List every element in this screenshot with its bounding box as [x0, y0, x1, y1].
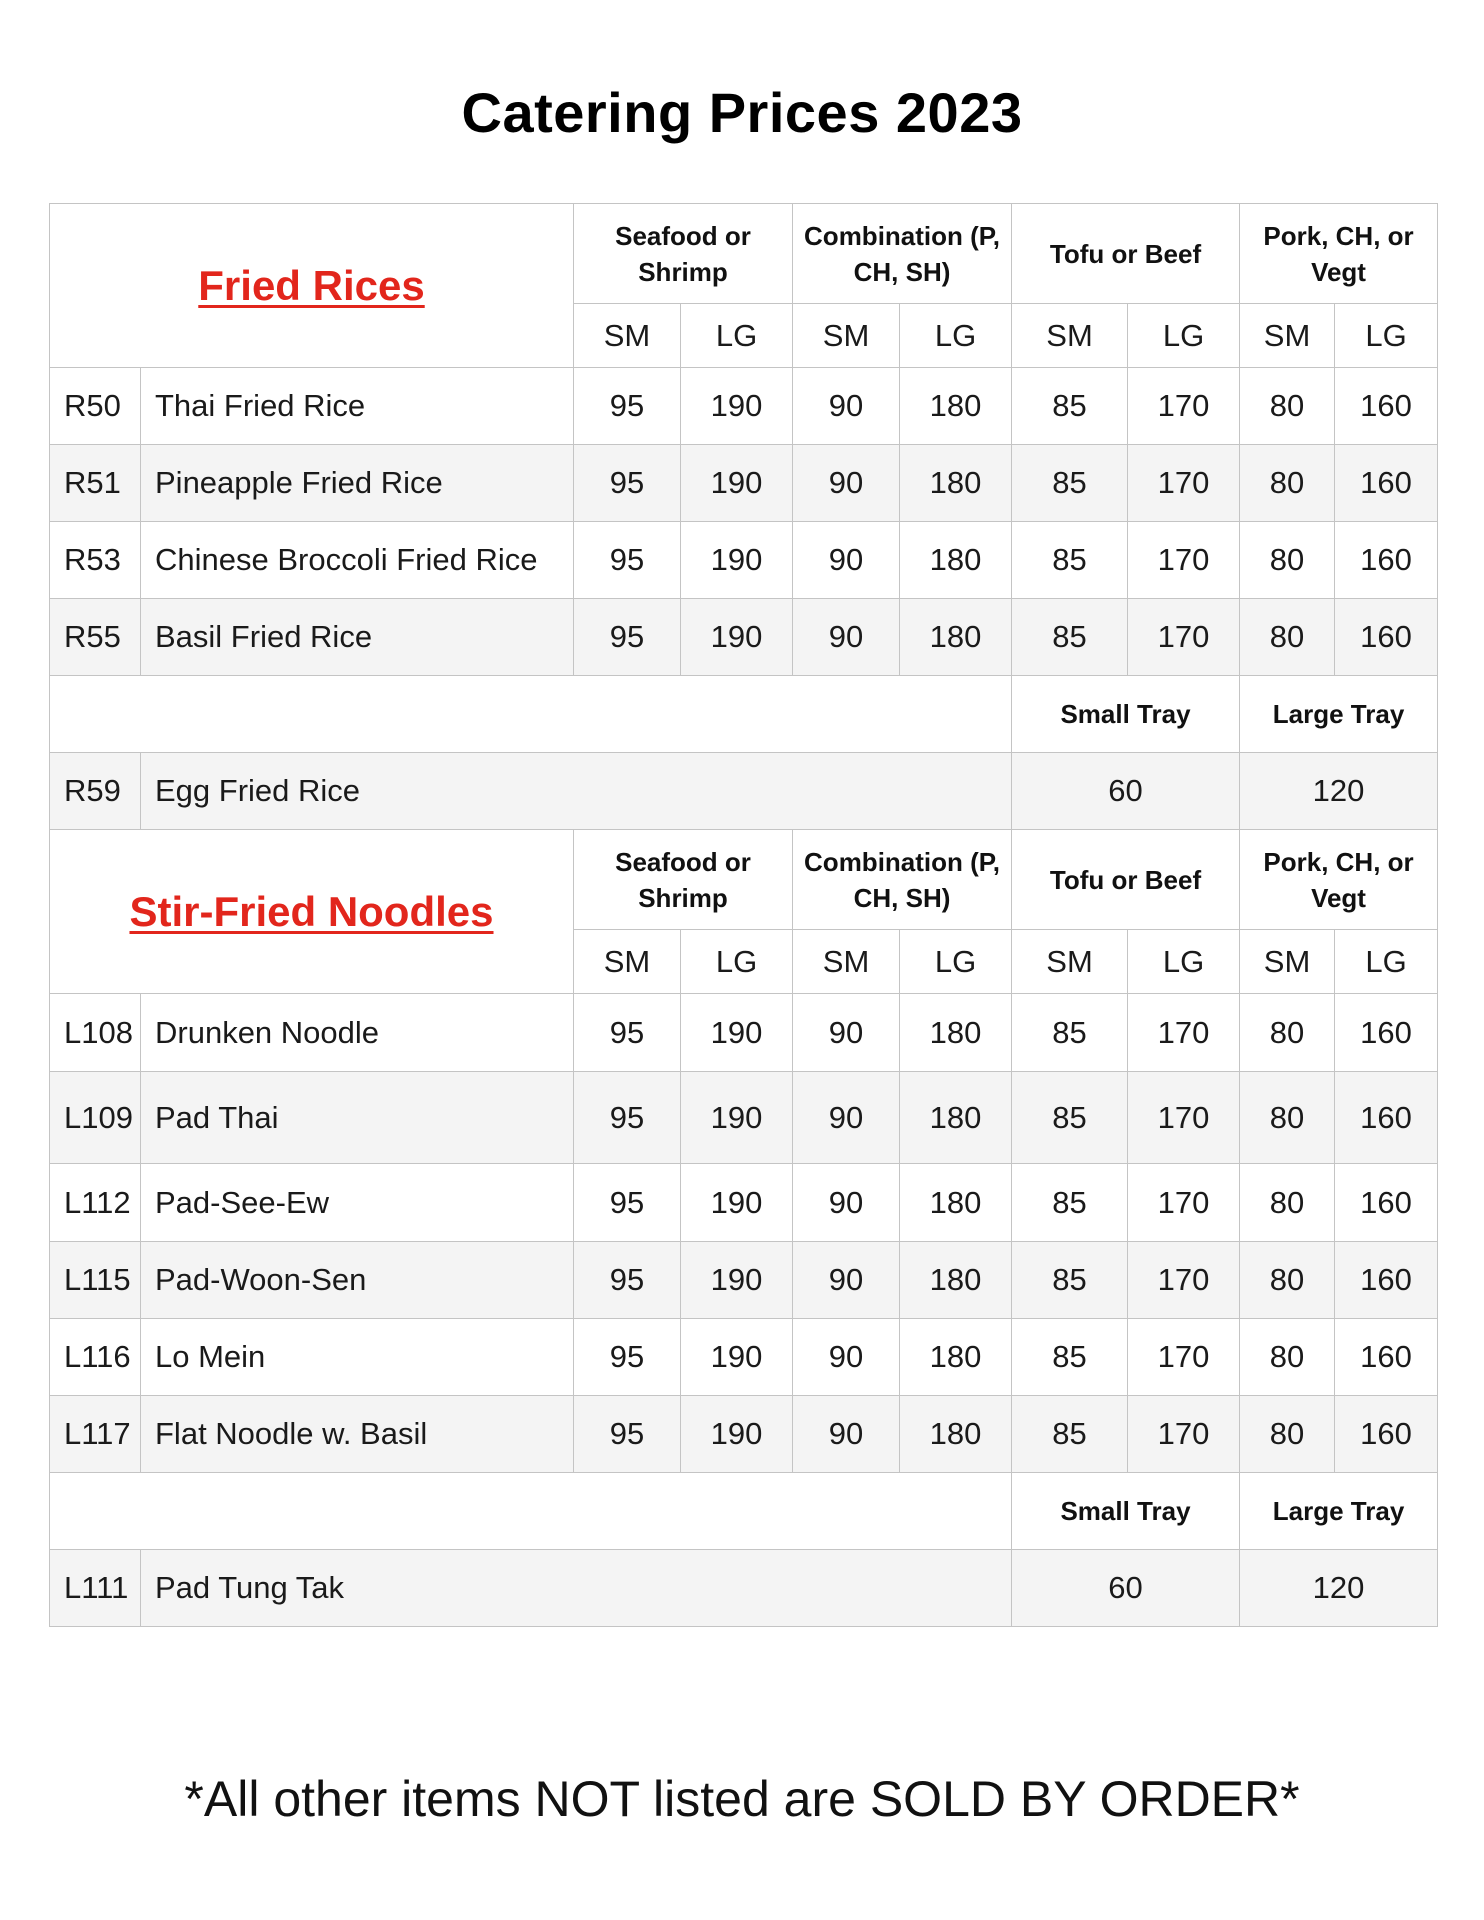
- price-pork-lg: 160: [1335, 994, 1438, 1072]
- size-label-sm: SM: [793, 930, 900, 994]
- menu-item-row: [50, 1242, 1438, 1319]
- price-large-tray: 120: [1240, 1550, 1438, 1627]
- combination-header: Combination (P, CH, SH): [793, 204, 1012, 304]
- price-tofu-lg: 170: [1128, 599, 1240, 676]
- price-combination-sm: 90: [793, 1164, 900, 1242]
- item-code: L115: [50, 1242, 141, 1319]
- size-label-lg: LG: [681, 930, 793, 994]
- price-pork-lg: 160: [1335, 1319, 1438, 1396]
- item-name: Pineapple Fried Rice: [141, 445, 574, 522]
- menu-item-row: [50, 599, 1438, 676]
- price-pork-sm: 80: [1240, 1396, 1335, 1473]
- price-pork-sm: 80: [1240, 368, 1335, 445]
- item-name: Pad-See-Ew: [141, 1164, 574, 1242]
- price-combination-lg: 180: [900, 1319, 1012, 1396]
- size-label-sm: SM: [1012, 930, 1128, 994]
- noodles-group-header-row: [50, 830, 1438, 930]
- price-combination-lg: 180: [900, 522, 1012, 599]
- price-tofu-sm: 85: [1012, 1396, 1128, 1473]
- small-tray-header: Small Tray: [1012, 1473, 1240, 1550]
- page-title: Catering Prices 2023: [461, 81, 1023, 144]
- price-combination-lg: 180: [900, 994, 1012, 1072]
- price-tofu-lg: 170: [1128, 522, 1240, 599]
- price-combination-sm: 90: [793, 994, 900, 1072]
- pork-header: Pork, CH, or Vegt: [1240, 204, 1438, 304]
- price-tofu-lg: 170: [1128, 1396, 1240, 1473]
- tofu-header: Tofu or Beef: [1012, 830, 1240, 930]
- item-name: Flat Noodle w. Basil: [141, 1396, 574, 1473]
- item-name: Egg Fried Rice: [141, 753, 1012, 830]
- tray-header-row: [50, 676, 1438, 753]
- menu-item-row: [50, 368, 1438, 445]
- price-pork-lg: 160: [1335, 368, 1438, 445]
- noodles-title: Stir-Fried Noodles: [129, 887, 494, 935]
- price-combination-lg: 180: [900, 1242, 1012, 1319]
- size-label-lg: LG: [900, 930, 1012, 994]
- item-code: L108: [50, 994, 141, 1072]
- price-tofu-sm: 85: [1012, 522, 1128, 599]
- price-seafood-lg: 190: [681, 1396, 793, 1473]
- item-code: R50: [50, 368, 141, 445]
- price-tofu-sm: 85: [1012, 1319, 1128, 1396]
- price-pork-lg: 160: [1335, 522, 1438, 599]
- price-seafood-sm: 95: [574, 445, 681, 522]
- price-seafood-sm: 95: [574, 522, 681, 599]
- price-seafood-sm: 95: [574, 599, 681, 676]
- price-pork-sm: 80: [1240, 1319, 1335, 1396]
- large-tray-header: Large Tray: [1240, 1473, 1438, 1550]
- menu-item-row: [50, 445, 1438, 522]
- item-name: Thai Fried Rice: [141, 368, 574, 445]
- size-label-lg: LG: [900, 304, 1012, 368]
- price-pork-sm: 80: [1240, 994, 1335, 1072]
- price-pork-sm: 80: [1240, 599, 1335, 676]
- price-pork-sm: 80: [1240, 1164, 1335, 1242]
- price-seafood-lg: 190: [681, 1072, 793, 1164]
- price-tofu-sm: 85: [1012, 445, 1128, 522]
- tray-item-row: [50, 753, 1438, 830]
- price-combination-sm: 90: [793, 522, 900, 599]
- fried-rices-section-cell: [50, 204, 574, 368]
- price-seafood-lg: 190: [681, 1242, 793, 1319]
- price-tofu-sm: 85: [1012, 1164, 1128, 1242]
- price-combination-sm: 90: [793, 1242, 900, 1319]
- price-combination-sm: 90: [793, 1396, 900, 1473]
- item-code: L109: [50, 1072, 141, 1164]
- price-combination-lg: 180: [900, 599, 1012, 676]
- tray-item-row: [50, 1550, 1438, 1627]
- tofu-header: Tofu or Beef: [1012, 204, 1240, 304]
- price-seafood-lg: 190: [681, 1319, 793, 1396]
- item-name: Lo Mein: [141, 1319, 574, 1396]
- noodles-section-cell: [50, 830, 574, 994]
- price-combination-lg: 180: [900, 445, 1012, 522]
- price-combination-sm: 90: [793, 1319, 900, 1396]
- menu-item-row: [50, 994, 1438, 1072]
- price-table: [49, 203, 1438, 1627]
- price-combination-sm: 90: [793, 445, 900, 522]
- price-seafood-sm: 95: [574, 994, 681, 1072]
- price-seafood-lg: 190: [681, 1164, 793, 1242]
- tray-header-spacer: [50, 1473, 1012, 1550]
- item-code: L112: [50, 1164, 141, 1242]
- small-tray-header: Small Tray: [1012, 676, 1240, 753]
- fried-rices-title: Fried Rices: [198, 261, 425, 309]
- item-name: Drunken Noodle: [141, 994, 574, 1072]
- price-tofu-sm: 85: [1012, 368, 1128, 445]
- price-tofu-lg: 170: [1128, 1164, 1240, 1242]
- size-label-sm: SM: [574, 304, 681, 368]
- pork-header: Pork, CH, or Vegt: [1240, 830, 1438, 930]
- item-code: L111: [50, 1550, 141, 1627]
- menu-item-row: [50, 1072, 1438, 1164]
- item-code: R53: [50, 522, 141, 599]
- price-combination-lg: 180: [900, 1164, 1012, 1242]
- large-tray-header: Large Tray: [1240, 676, 1438, 753]
- price-seafood-sm: 95: [574, 1164, 681, 1242]
- price-pork-sm: 80: [1240, 522, 1335, 599]
- price-seafood-lg: 190: [681, 994, 793, 1072]
- price-combination-lg: 180: [900, 1072, 1012, 1164]
- price-seafood-sm: 95: [574, 1242, 681, 1319]
- price-pork-sm: 80: [1240, 1072, 1335, 1164]
- item-code: L117: [50, 1396, 141, 1473]
- price-seafood-lg: 190: [681, 368, 793, 445]
- size-label-lg: LG: [1128, 930, 1240, 994]
- item-name: Basil Fried Rice: [141, 599, 574, 676]
- tray-header-row: [50, 1473, 1438, 1550]
- item-name: Chinese Broccoli Fried Rice: [141, 522, 574, 599]
- fried-rices-group-header-row: [50, 204, 1438, 304]
- price-pork-lg: 160: [1335, 1164, 1438, 1242]
- price-seafood-lg: 190: [681, 445, 793, 522]
- price-seafood-sm: 95: [574, 1319, 681, 1396]
- price-small-tray: 60: [1012, 753, 1240, 830]
- menu-item-row: [50, 1319, 1438, 1396]
- price-tofu-sm: 85: [1012, 1242, 1128, 1319]
- price-pork-lg: 160: [1335, 1072, 1438, 1164]
- item-name: Pad-Woon-Sen: [141, 1242, 574, 1319]
- price-pork-sm: 80: [1240, 1242, 1335, 1319]
- item-code: R59: [50, 753, 141, 830]
- price-seafood-lg: 190: [681, 522, 793, 599]
- price-pork-lg: 160: [1335, 1242, 1438, 1319]
- price-pork-lg: 160: [1335, 445, 1438, 522]
- size-label-sm: SM: [1240, 304, 1335, 368]
- price-seafood-lg: 190: [681, 599, 793, 676]
- price-tofu-sm: 85: [1012, 599, 1128, 676]
- footer-note: *All other items NOT listed are SOLD BY ORDER*: [184, 1771, 1300, 1827]
- item-code: L116: [50, 1319, 141, 1396]
- price-tofu-lg: 170: [1128, 994, 1240, 1072]
- price-tofu-lg: 170: [1128, 368, 1240, 445]
- menu-item-row: [50, 1164, 1438, 1242]
- price-combination-lg: 180: [900, 1396, 1012, 1473]
- size-label-lg: LG: [1335, 930, 1438, 994]
- size-label-sm: SM: [574, 930, 681, 994]
- size-label-lg: LG: [1128, 304, 1240, 368]
- price-tofu-lg: 170: [1128, 1242, 1240, 1319]
- seafood-header: Seafood or Shrimp: [574, 830, 793, 930]
- size-label-sm: SM: [1240, 930, 1335, 994]
- price-small-tray: 60: [1012, 1550, 1240, 1627]
- price-combination-sm: 90: [793, 368, 900, 445]
- price-combination-sm: 90: [793, 1072, 900, 1164]
- size-label-sm: SM: [793, 304, 900, 368]
- price-pork-sm: 80: [1240, 445, 1335, 522]
- price-tofu-lg: 170: [1128, 1072, 1240, 1164]
- tray-header-spacer: [50, 676, 1012, 753]
- size-label-lg: LG: [1335, 304, 1438, 368]
- price-tofu-sm: 85: [1012, 994, 1128, 1072]
- size-label-lg: LG: [681, 304, 793, 368]
- price-pork-lg: 160: [1335, 599, 1438, 676]
- price-large-tray: 120: [1240, 753, 1438, 830]
- price-combination-lg: 180: [900, 368, 1012, 445]
- menu-item-row: [50, 522, 1438, 599]
- item-name: Pad Thai: [141, 1072, 574, 1164]
- price-tofu-lg: 170: [1128, 1319, 1240, 1396]
- seafood-header: Seafood or Shrimp: [574, 204, 793, 304]
- price-pork-lg: 160: [1335, 1396, 1438, 1473]
- price-seafood-sm: 95: [574, 1072, 681, 1164]
- item-name: Pad Tung Tak: [141, 1550, 1012, 1627]
- price-tofu-lg: 170: [1128, 445, 1240, 522]
- price-seafood-sm: 95: [574, 368, 681, 445]
- price-seafood-sm: 95: [574, 1396, 681, 1473]
- item-code: R51: [50, 445, 141, 522]
- item-code: R55: [50, 599, 141, 676]
- price-tofu-sm: 85: [1012, 1072, 1128, 1164]
- menu-item-row: [50, 1396, 1438, 1473]
- size-label-sm: SM: [1012, 304, 1128, 368]
- price-combination-sm: 90: [793, 599, 900, 676]
- combination-header: Combination (P, CH, SH): [793, 830, 1012, 930]
